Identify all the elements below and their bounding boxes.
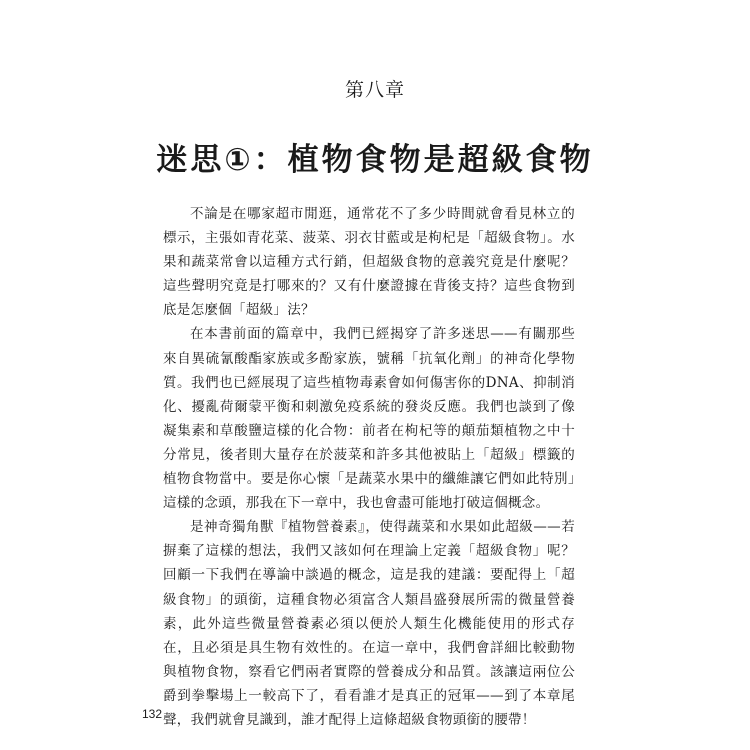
page-number: 132 [142, 707, 163, 721]
chapter-label: 第八章 [344, 79, 405, 101]
body-text [163, 202, 575, 732]
paragraph-2: 在本書前面的篇章中，我們已經揭穿了許多迷思——有關那些來自異硫氰酸酯家族或多酚家族，號稱「抗氧化劑」的神奇化學物質。我們也已經展現了這些植物毒素會如何傷害你的DNA、抑制消化、擾亂荷爾蒙平衡和刺激免疫系統的發炎反應。我們也談到了像凝集素和草酸鹽這樣的化合物：前者在枸杞等的顛茄類植物之中十分常見，後者則大量存在於菠菜和許多其他被貼上「超級」標籤的植物食物當中。要是你心懷「是蔬菜水果中的纖維讓它們如此特別」這樣的念頭，那我在下一章中，我也會盡可能地打破這個概念。 [163, 326, 575, 512]
paragraph-3: 是神奇獨角獸『植物營養素』，使得蔬菜和水果如此超級——若摒棄了這樣的想法，我們又該如何在理論上定義「超級食物」呢？回顧一下我們在導論中談過的概念，這是我的建議：要配得上「超級食物」的頭銜，這種食物必須富含人類昌盛發展所需的微量營養素，此外這些微量營養素必須以便於人類生化機能使用的形式存在，且必須是具生物有效性的。在這一章中，我們會詳細比較動物與植物食物，察看它們兩者實際的營養成分和品質。該讓這兩位公爵到拳擊場上一較高下了，看看誰才是真正的冠軍——到了本章尾聲，我們就會見識到，誰才配得上這條超級食物頭銜的腰帶！ [163, 519, 575, 728]
paragraph-1: 不論是在哪家超市閒逛，通常花不了多少時間就會看見林立的標示，主張如青花菜、菠菜、羽衣甘藍或是枸杞是「超級食物」。水果和蔬菜常會以這種方式行銷，但超級食物的意義究竟是什麼呢？這些聲明究竟是打哪來的？又有什麼證據在背後支持？這些食物到底是怎麼個「超級」法？ [163, 206, 575, 319]
chapter-title: 迷思①：植物食物是超級食物 [156, 142, 594, 178]
